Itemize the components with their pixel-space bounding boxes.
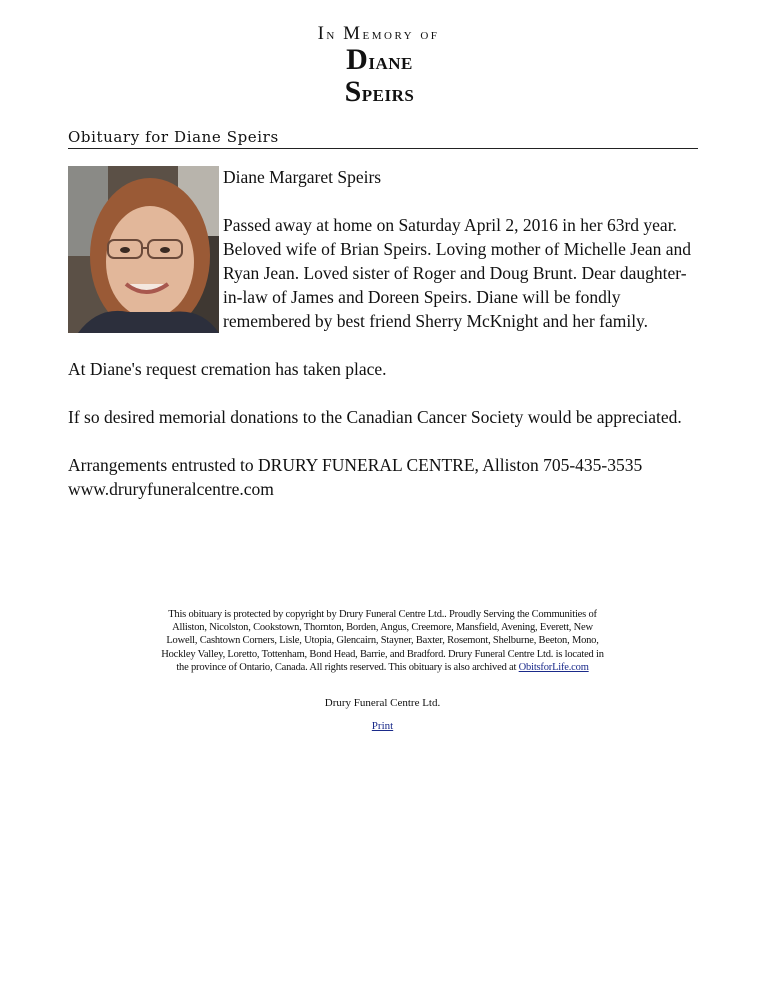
portrait-image [68, 166, 219, 333]
in-memory-heading: In Memory of [317, 23, 440, 44]
passed-away-text: Passed away at home on Saturday April 2, 2016 in her 63rd year. [223, 215, 677, 235]
website-text: www.druryfuneralcentre.com [68, 479, 274, 499]
cremation-text: At Diane's request cremation has taken place. [68, 359, 387, 379]
deceased-last-name: Speirs [344, 75, 415, 108]
portrait-photo [68, 166, 219, 333]
obituary-content [68, 165, 696, 501]
full-name: Diane Margaret Speirs [223, 167, 382, 187]
section-title: Obituary for Diane Speirs [68, 128, 698, 149]
copyright-notice [160, 608, 605, 674]
company-name: Drury Funeral Centre Ltd. [324, 697, 441, 709]
copyright-text: This obituary is protected by copyright by Drury Funeral Centre Ltd.. Proudly Serving the Communities of Alliston, Nicolston, Cookstown, Thornton, Borden, Angus, Creemore, Mansfield, Avening, Everett, New Lowell, Cashtown Corners, Lisle, Utopia, Glencairn, Stayner, Baxter, Rosemont, Shelburne, Beeton, Mono, Hockley Valley, Loretto, Tottenham, Bond Head, Barrie, and Bradford. Drury Funeral Centre Ltd. is located in the province of Ontario, Canada. All rights reserved. This obituary is also archived at [161, 609, 604, 673]
arrangements-text: Arrangements entrusted to DRURY FUNERAL CENTRE, Alliston 705-435-3535 [68, 455, 643, 475]
print-link[interactable]: Print [371, 720, 394, 732]
donations-text: If so desired memorial donations to the Canadian Cancer Society would be appreciated. [68, 407, 682, 427]
print-container [0, 720, 765, 732]
deceased-first-name: Diane [346, 43, 413, 76]
memorial-header [0, 24, 765, 109]
obitsforlife-link[interactable]: ObitsforLife.com [518, 661, 589, 673]
family-text: Beloved wife of Brian Speirs. Loving mother of Michelle Jean and Ryan Jean. Loved sister of Roger and Doug Brunt. Dear daughter-in-law of James and Doreen Speirs. Diane will be fondly remembered by best friend Sherry McKnight and her family. [223, 239, 692, 331]
